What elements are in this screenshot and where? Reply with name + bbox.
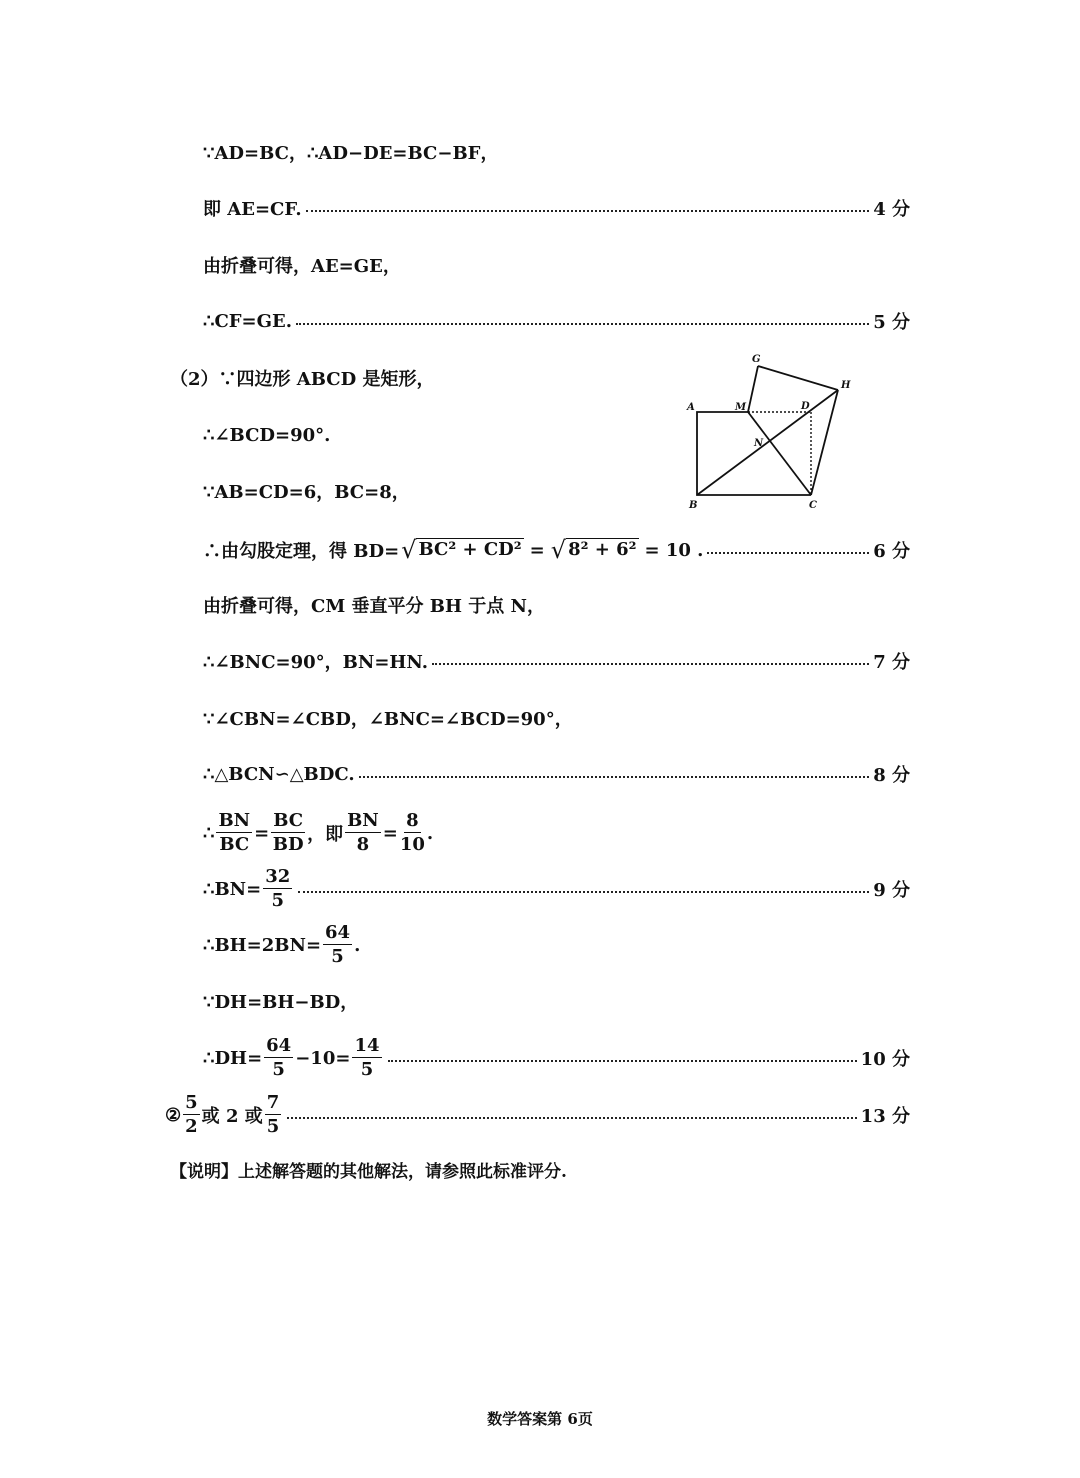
line-8: ∴由勾股定理，得 BD= √ BC² + CD² = √ 8² + 6² = 10 . 6 分 [203, 536, 910, 564]
dot-leader [707, 552, 869, 554]
line-12: ∴△BCN∽△BDC. 8 分 [203, 759, 910, 789]
label-b: B [689, 500, 698, 511]
score: 5 分 [873, 312, 910, 333]
fraction: $\frac{7}{5}$ [266, 1092, 280, 1137]
line-7: ∵AB=CD=6，BC=8， [203, 482, 410, 503]
line-6: ∴∠BCD=90°. [203, 424, 331, 446]
fraction: $\frac{5}{2}$ [185, 1092, 198, 1137]
line-5: （2）∵四边形 ABCD 是矩形， [170, 369, 435, 390]
dot-leader [306, 210, 870, 212]
edge-mg [748, 366, 758, 412]
score: 10 分 [860, 1049, 910, 1070]
dot-leader [287, 1117, 856, 1119]
label-m: M [735, 402, 747, 413]
fraction: $\frac{8}{10}$ [399, 810, 425, 855]
grading-note: 【说明】上述解答题的其他解法，请参照此标准评分. [170, 1162, 567, 1182]
line-14: ∴BN= $\frac{32}{5}$ 9 分 [203, 866, 910, 911]
edge-gh [758, 366, 838, 390]
label-a: A [687, 402, 695, 413]
fraction: $\frac{BC}{BD}$ [272, 810, 304, 855]
line-4: ∴CF=GE. 5 分 [203, 306, 910, 336]
line-18: ② $\frac{5}{2}$ 或 2 或 $\frac{7}{5}$ 13 分 [165, 1092, 910, 1137]
score: 6 分 [873, 541, 910, 562]
line-13: ∴ $\frac{BN}{BC}$ = $\frac{BC}{BD}$ ，即 $\frac{BN}{8}$ = $\frac{8}{10}$ . [203, 810, 434, 855]
dot-leader [432, 663, 869, 665]
dot-leader [359, 776, 870, 778]
label-n: N [754, 438, 764, 449]
diagonal-bh [697, 390, 838, 495]
line-3: 由折叠可得，AE=GE， [203, 256, 401, 277]
score: 7 分 [873, 652, 910, 673]
dot-leader [298, 891, 869, 893]
line-17: ∴DH= $\frac{64}{5}$ −10= $\frac{14}{5}$ 10 分 [203, 1035, 910, 1080]
dot-leader [296, 323, 869, 325]
radical-1: √ BC² + CD² [401, 536, 522, 564]
fraction: $\frac{32}{5}$ [265, 866, 291, 911]
radical-2: √ 8² + 6² [550, 536, 637, 564]
fraction: $\frac{64}{5}$ [325, 922, 351, 967]
geometry-figure [683, 350, 863, 515]
line-2: 即 AE=CF. 4 分 [203, 193, 910, 223]
line-16: ∵DH=BH−BD， [203, 992, 359, 1013]
fraction: $\frac{BN}{8}$ [347, 810, 379, 855]
line-11: ∵∠CBN=∠CBD，∠BNC=∠BCD=90°， [203, 709, 573, 730]
fraction: $\frac{64}{5}$ [266, 1035, 292, 1080]
label-g: G [752, 354, 761, 365]
score: 9 分 [873, 880, 910, 901]
edge-ch [811, 390, 838, 495]
line-1: ∵AD=BC，∴AD−DE=BC−BF， [203, 143, 499, 164]
score: 8 分 [873, 765, 910, 786]
dot-leader [388, 1060, 857, 1062]
fraction: $\frac{14}{5}$ [354, 1035, 380, 1080]
line-15: ∴BH=2BN= $\frac{64}{5}$ . [203, 922, 361, 967]
score: 13 分 [860, 1106, 910, 1127]
score: 4 分 [873, 199, 910, 220]
label-d: D [801, 401, 810, 412]
label-c: C [809, 500, 817, 511]
label-h: H [841, 380, 851, 391]
page-footer: 数学答案第 6页 [487, 1410, 593, 1428]
line-10: ∴∠BNC=90°，BN=HN. 7 分 [203, 646, 910, 676]
line-9: 由折叠可得，CM 垂直平分 BH 于点 N， [203, 596, 545, 617]
fold-cm [748, 412, 811, 495]
fraction: $\frac{BN}{BC}$ [218, 810, 251, 855]
